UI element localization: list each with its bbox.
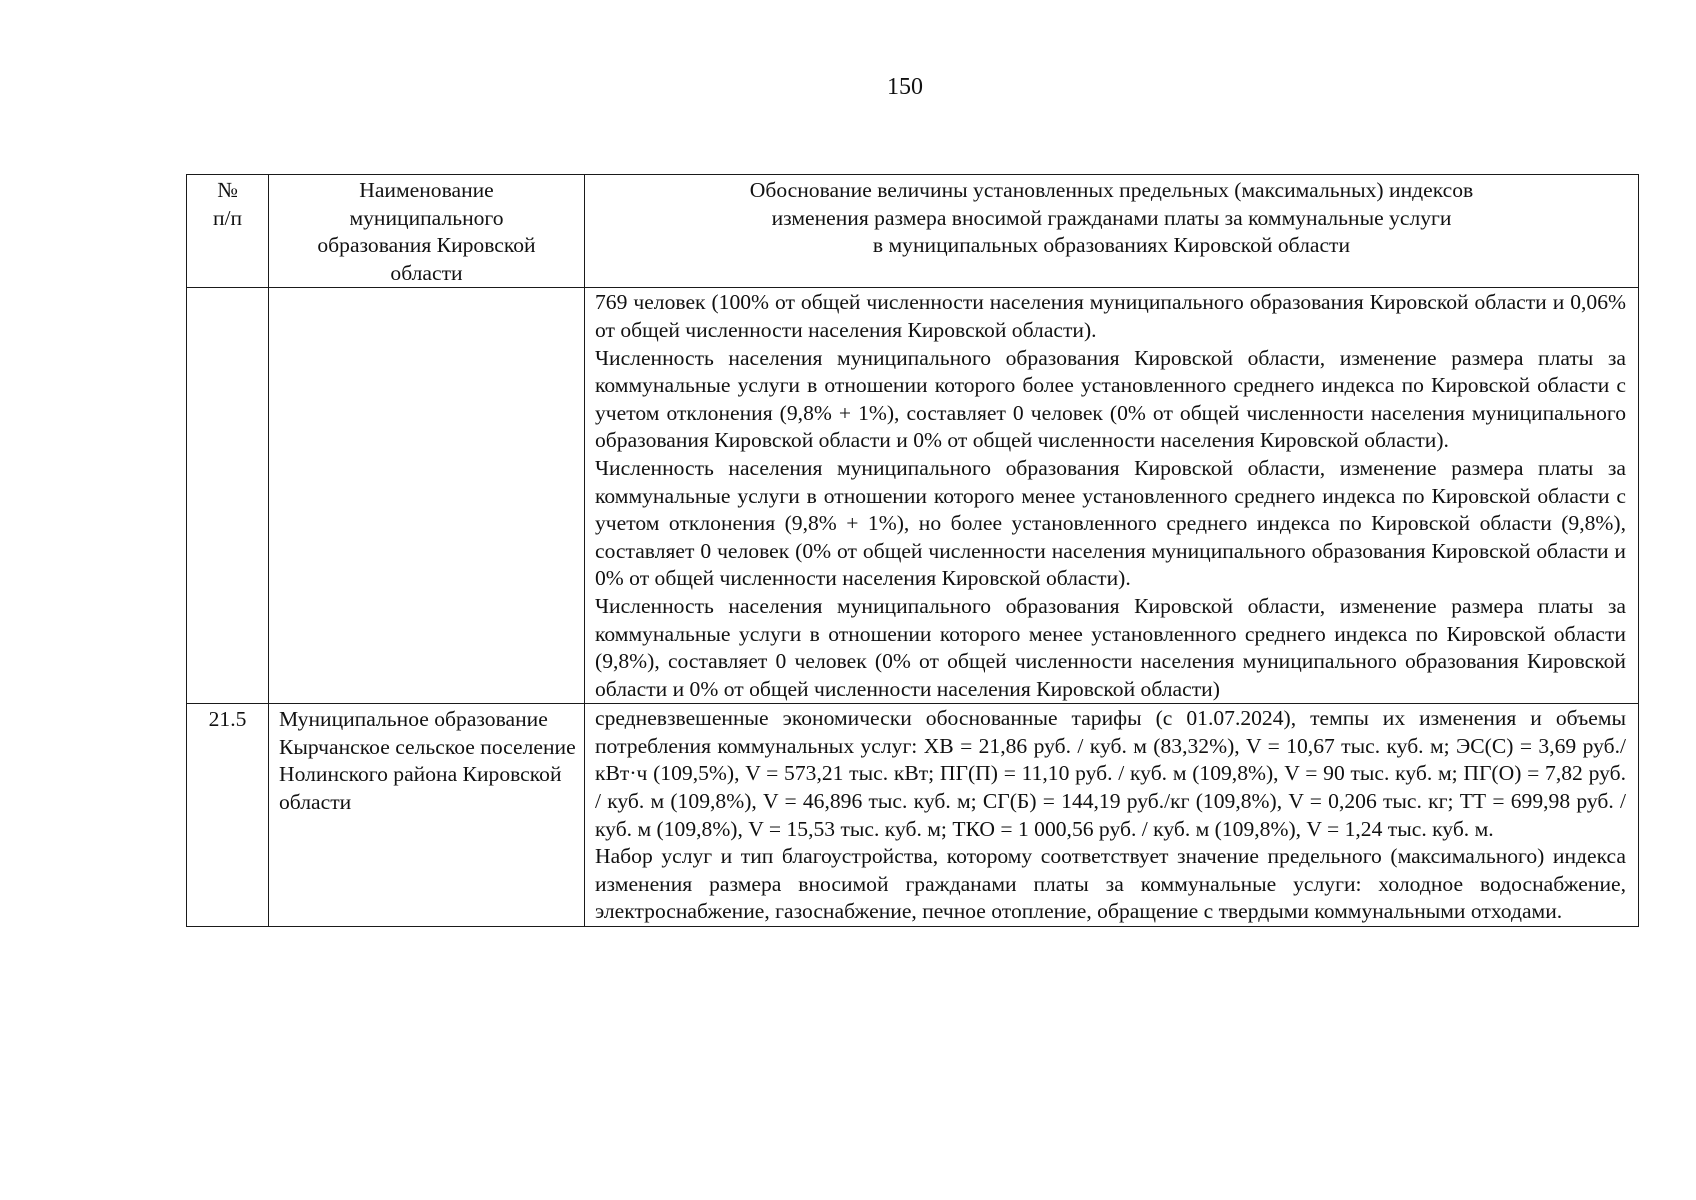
header-justification — [585, 175, 1639, 288]
header-num-line: № — [217, 178, 238, 202]
header-name-line: муниципального — [349, 205, 504, 230]
row-justification — [585, 288, 1639, 704]
table-row — [187, 704, 1639, 927]
header-name-line: Наименование — [359, 178, 494, 202]
header-justification-line: в муниципальных образованиях Кировской области — [872, 233, 1351, 258]
justification-paragraph: средневзвешенные экономически обоснованные тарифы (с 01.07.2024), темпы их изменения и объемы потребления коммунальных услуг: ХВ = 21,86 руб. / куб. м (83,32%), V = 10,67 тыс. куб. м; ЭС(С) = 3,69 руб./кВт·ч (109,5%), V = 573,21 тыс. кВт; ПГ(П) = 11,10 руб. / куб. м (109,8%), V = 90 тыс. куб. м; ПГ(О) = 7,82 руб. / куб. м (109,8%), V = 46,896 тыс. куб. м; СГ(Б) = 144,19 руб./кг (109,8%), V = 0,206 тыс. кг; ТТ = 699,98 руб. / куб. м (109,8%), V = 15,53 тыс. куб. м; ТКО = 1 000,56 руб. / куб. м (109,8%), V = 1,24 тыс. куб. м. — [595, 706, 1626, 841]
tariff-justification-table — [186, 174, 1639, 927]
justification-paragraph: Набор услуг и тип благоустройства, которому соответствует значение предельного (максимального) индекса изменения размера вносимой гражданами платы за коммунальные услуги: холодное водоснабжение, электроснабжение, газоснабжение, печное отопление, обращение с твердыми коммунальными отходами. — [595, 844, 1626, 924]
header-num-line: п/п — [212, 205, 243, 230]
header-justification-line: Обоснование величины установленных предельных (максимальных) индексов — [749, 178, 1474, 202]
header-justification-line: изменения размера вносимой гражданами платы за коммунальные услуги — [771, 205, 1452, 230]
row-municipality-name — [269, 288, 585, 704]
table-header-row — [187, 175, 1639, 288]
header-municipality-name — [269, 175, 585, 288]
row-num: 21.5 — [187, 704, 269, 927]
table-row — [187, 288, 1639, 704]
row-num — [187, 288, 269, 704]
page-number: 150 — [887, 74, 923, 100]
row-municipality-name: Муниципальное образование Кырчанское сельское поселение Нолинского района Кировской области — [269, 704, 585, 927]
header-num — [187, 175, 269, 288]
justification-paragraph: Численность населения муниципального образования Кировской области, изменение размера платы за коммунальные услуги в отношении которого более установленного среднего индекса по Кировской области с учетом отклонения (9,8% + 1%), составляет 0 человек (0% от общей численности населения муниципального образования Кировской области и 0% от общей численности населения Кировской области). — [595, 345, 1626, 453]
justification-paragraph: Численность населения муниципального образования Кировской области, изменение размера платы за коммунальные услуги в отношении которого менее установленного среднего индекса по Кировской области (9,8%), составляет 0 человек (0% от общей численности населения муниципального образования Кировской области и 0% от общей численности населения Кировской области) — [595, 593, 1626, 701]
justification-paragraph: Численность населения муниципального образования Кировской области, изменение размера платы за коммунальные услуги в отношении которого менее установленного среднего индекса по Кировской области с учетом отклонения (9,8% + 1%), но более установленного среднего индекса по Кировской области (9,8%), составляет 0 человек (0% от общей численности населения муниципального образования Кировской области и 0% от общей численности населения Кировской области). — [595, 455, 1626, 591]
header-name-line: области — [390, 260, 463, 285]
row-justification — [585, 704, 1639, 927]
header-name-line: образования Кировской — [317, 233, 536, 258]
justification-paragraph: 769 человек (100% от общей численности населения муниципального образования Кировской области и 0,06% от общей численности населения Кировской области). — [595, 290, 1626, 342]
